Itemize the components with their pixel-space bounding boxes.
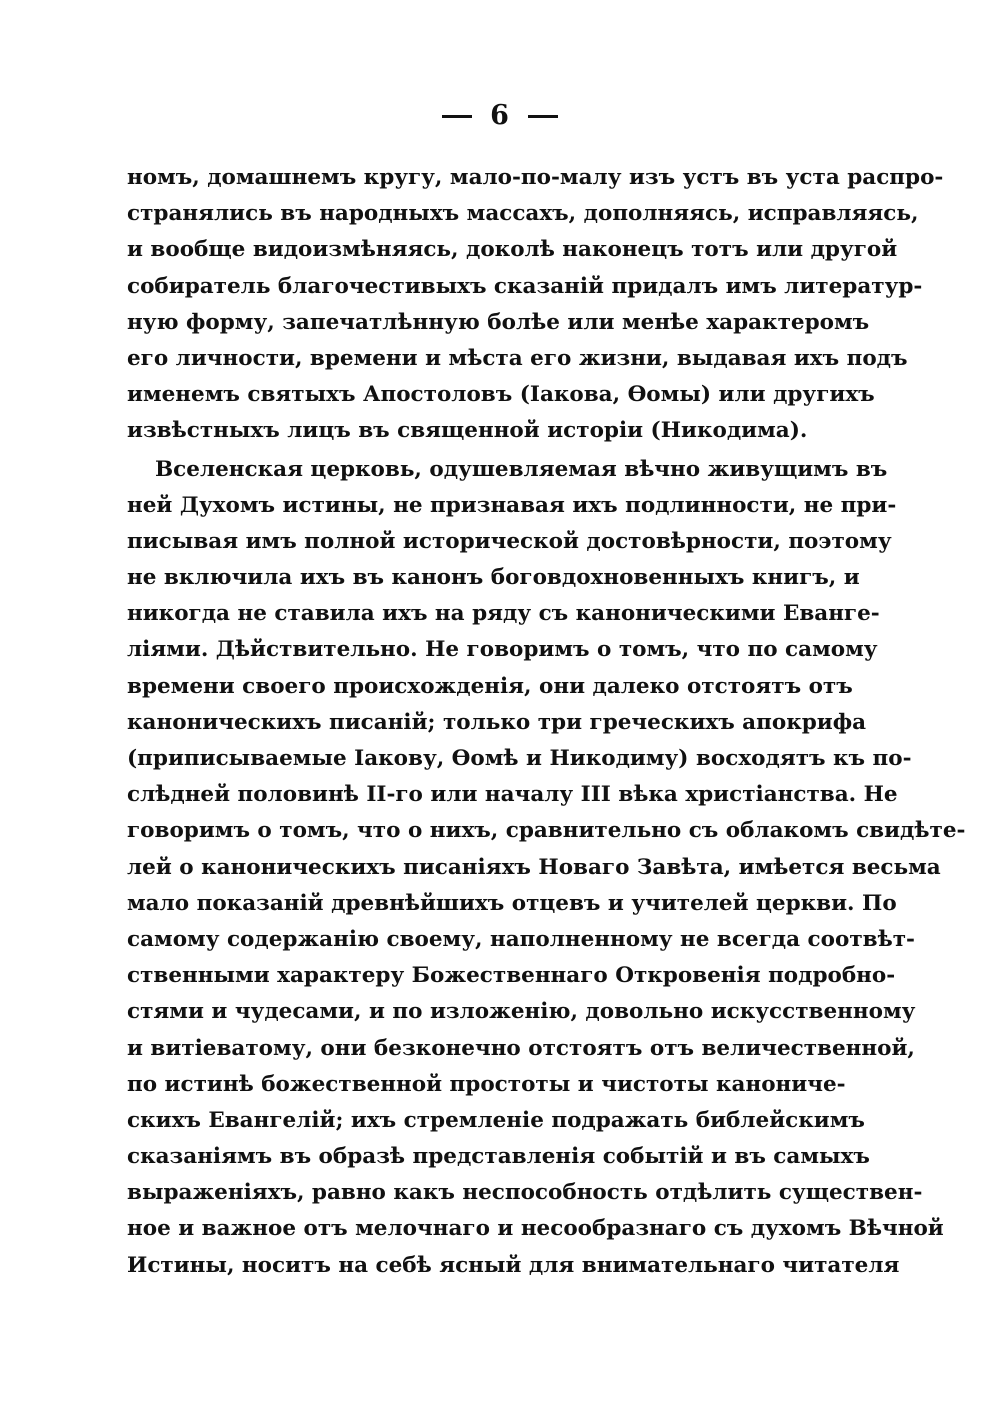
text-line: ней Духомъ истины, не признавая ихъ подлинности, не при- <box>127 492 897 518</box>
text-line: по истинѣ божественной простоты и чистоты канониче- <box>127 1071 846 1097</box>
text-line: времени своего происхожденія, они далеко отстоятъ отъ <box>127 673 853 699</box>
text-line: ственными характеру Божественнаго Откровенія подробно- <box>127 963 896 989</box>
text-line: говоримъ о томъ, что о нихъ, сравнительно съ облакомъ свидѣте- <box>127 818 966 844</box>
text-line: ліями. Дѣйствительно. Не говоримъ о томъ, что по самому <box>127 637 878 663</box>
text-line: каноническихъ писаній; только три греческихъ апокрифа <box>127 709 867 735</box>
text-line: выраженіяхъ, равно какъ неспособность отдѣлить существен- <box>127 1180 923 1206</box>
text-line: Истины, носитъ на себѣ ясный для внимательнаго читателя <box>127 1252 900 1278</box>
text-line: Вселенская церковь, одушевляемая вѣчно живущимъ въ <box>155 456 888 482</box>
text-line: мало показаній древнѣйшихъ отцевъ и учителей церкви. По <box>127 890 897 916</box>
text-line: стями и чудесами, и по изложенію, довольно искусственному <box>127 999 916 1025</box>
text-line: слѣдней половинѣ II-го или началу III вѣка христіанства. Не <box>127 782 898 808</box>
paragraph-2 <box>127 452 966 1284</box>
text-line: сказаніямъ въ образѣ представленія событій и въ самыхъ <box>127 1144 870 1170</box>
text-line: извѣстныхъ лицъ въ священной исторіи (Никодима). <box>127 418 808 444</box>
header-dash-left <box>442 115 472 118</box>
text-line: никогда не ставила ихъ на ряду съ каноническими Еванге- <box>127 601 880 627</box>
text-body <box>127 160 966 1284</box>
page-number: 6 <box>490 100 510 131</box>
text-line: номъ, домашнемъ кругу, мало-по-малу изъ устъ въ уста распро- <box>127 165 944 190</box>
paragraph-1 <box>127 160 944 450</box>
text-line: его личности, времени и мѣста его жизни, выдавая ихъ подъ <box>127 345 908 371</box>
text-line: писывая имъ полной исторической достовѣрности, поэтому <box>127 528 892 554</box>
text-line: и витіеватому, они безконечно отстоятъ отъ величественной, <box>127 1035 915 1061</box>
text-line: ное и важное отъ мелочнаго и несообразнаго съ духомъ Вѣчной <box>127 1216 944 1242</box>
text-line: скихъ Евангелій; ихъ стремленіе подражать библейскимъ <box>127 1107 865 1133</box>
text-line: ную форму, запечатлѣнную болѣе или менѣе характеромъ <box>127 309 870 335</box>
page-header <box>0 100 1000 131</box>
text-line: самому содержанію своему, наполненному не всегда соотвѣт- <box>127 926 915 952</box>
header-dash-right <box>528 115 558 118</box>
text-line: (приписываемые Іакову, Ѳомѣ и Никодиму) восходятъ къ по- <box>127 746 912 771</box>
text-line: странялись въ народныхъ массахъ, дополняясь, исправляясь, <box>127 201 919 227</box>
text-line: не включила ихъ въ канонъ боговдохновенныхъ книгъ, и <box>127 565 860 591</box>
text-line: лей о каноническихъ писаніяхъ Новаго Завѣта, имѣется весьма <box>127 854 941 880</box>
text-line: и вообще видоизмѣняясь, доколѣ наконецъ тотъ или другой <box>127 237 898 263</box>
text-line: именемъ святыхъ Апостоловъ (Іакова, Ѳомы) или другихъ <box>127 382 875 408</box>
text-line: собиратель благочестивыхъ сказаній придалъ имъ литератур- <box>127 273 923 299</box>
